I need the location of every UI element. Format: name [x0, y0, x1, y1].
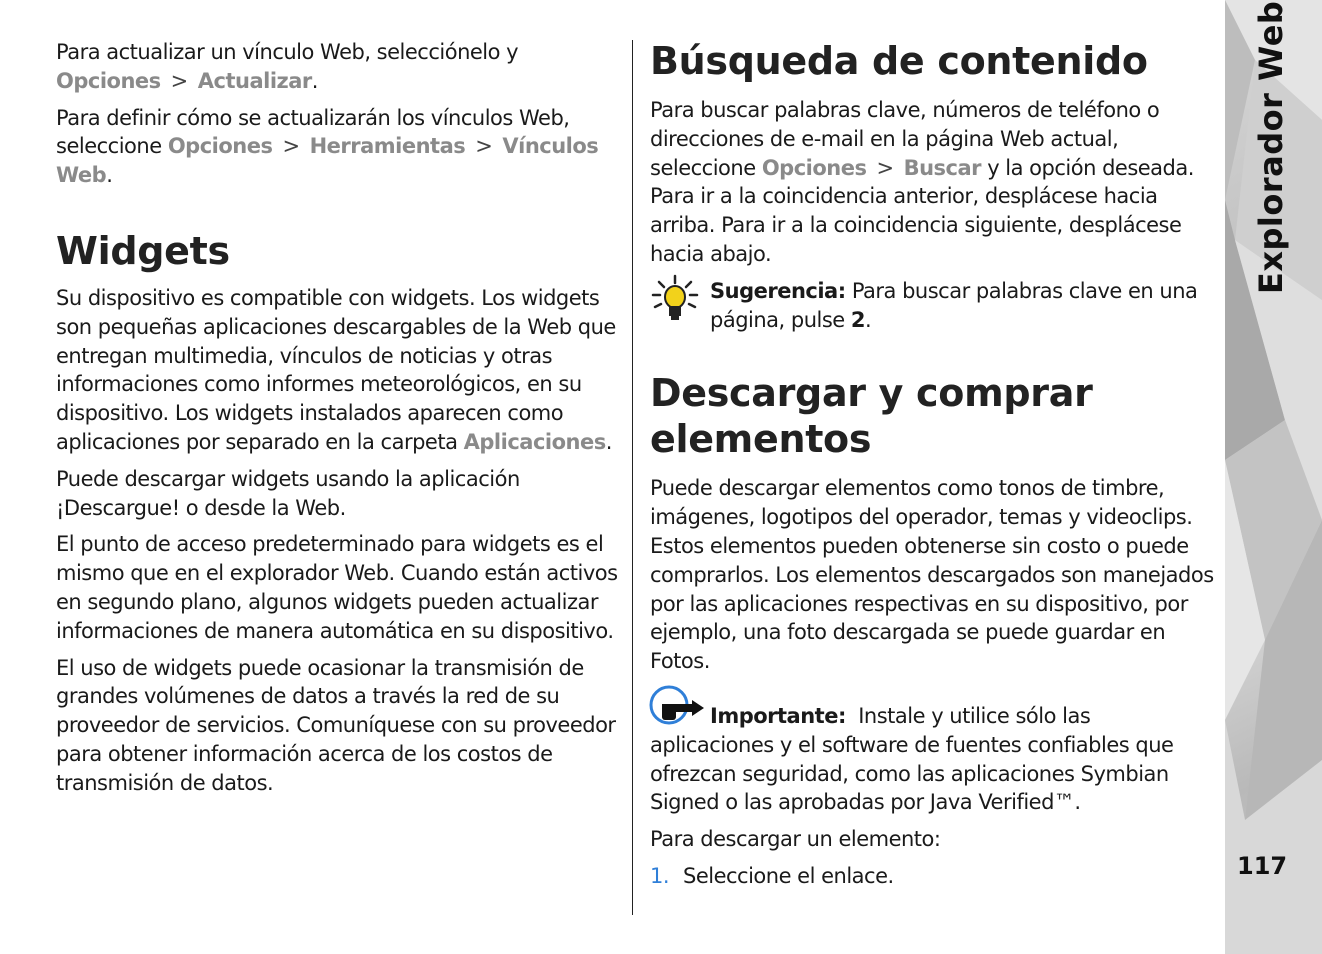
- menu-path-buscar: Buscar: [903, 155, 982, 180]
- menu-path-herramientas: Herramientas: [309, 134, 466, 159]
- menu-path-opciones: Opciones: [761, 155, 867, 180]
- paragraph-widgets-intro: Su dispositivo es compatible con widgets. Los widgets son pequeñas aplicaciones descargables de la Web que entregan multimedia, vínculos de noticias y otras informaciones como informes meteorológicos, en su dispositivo. Los widgets instalados aparecen como aplicaciones por separado en la carpeta Aplicaciones.: [56, 285, 616, 454]
- menu-path-aplicaciones: Aplicaciones: [463, 429, 606, 454]
- menu-path-actualizar: Actualizar: [197, 68, 312, 93]
- paragraph-update-link: Para actualizar un vínculo Web, selecciónelo y Opciones > Actualizar.: [56, 40, 519, 93]
- menu-path-opciones: Opciones: [167, 134, 273, 159]
- menu-path-opciones: Opciones: [56, 68, 161, 93]
- paragraph-widgets-download: Puede descargar widgets usando la aplicación ¡Descargue! o desde la Web.: [56, 466, 520, 520]
- left-column: [56, 38, 621, 806]
- paragraph-download-steps-intro: Para descargar un elemento:: [650, 827, 941, 852]
- lightbulb-icon: [650, 273, 700, 323]
- menu-separator: >: [282, 134, 300, 159]
- column-divider: [632, 40, 633, 915]
- paragraph-download-items: Puede descargar elementos como tonos de timbre, imágenes, logotipos del operador, temas y videoclips. Estos elementos pueden obtenerse sin costo o puede comprarlos. Los elementos descargados son manejados por las aplicaciones respectivas en su dispositivo, por ejemplo, una foto descargada se puede guardar en Fotos.: [650, 476, 1214, 674]
- paragraph-widgets-access-point: El punto de acceso predeterminado para widgets es el mismo que en el explorador Web. Cuando están activos en segundo plano, algunos widgets pueden actualizar informaciones de manera automática en su dispositivo.: [56, 532, 618, 643]
- paragraph-search: Para buscar palabras clave, números de teléfono o direcciones de e-mail en la página Web actual, seleccione Opciones > Buscar y la opción deseada. Para ir a la coincidencia anterior, desplácese hacia arriba. Para ir a la coincidencia siguiente, desplácese hacia abajo.: [650, 98, 1194, 266]
- important-note: [650, 702, 1215, 817]
- paragraph-define-update: Para definir cómo se actualizarán los vínculos Web, seleccione Opciones > Herramientas > Vínculos Web.: [56, 105, 599, 188]
- list-item: [650, 862, 1215, 891]
- important-label: Importante:: [710, 703, 846, 728]
- list-number: 1.: [650, 863, 670, 888]
- key-2: 2: [850, 307, 866, 332]
- menu-path-vinculos-web: Vínculos Web: [56, 134, 599, 188]
- list-item-text: Seleccione el enlace.: [683, 863, 894, 888]
- paragraph-widgets-data-cost: El uso de widgets puede ocasionar la transmisión de grandes volúmenes de datos a través la red de su proveedor de servicios. Comuníquese con su proveedor para obtener información acerca de los costos de transmisión de datos.: [56, 655, 616, 795]
- important-hand-icon: [648, 684, 708, 728]
- heading-descargar: Descargar y comprar elementos: [650, 371, 1093, 462]
- section-title: Explorador Web: [1252, 0, 1290, 294]
- heading-busqueda: Búsqueda de contenido: [650, 39, 1148, 83]
- menu-separator: >: [475, 134, 493, 159]
- important-text: Importante: Instale y utilice sólo las aplicaciones y el software de fuentes confiables que ofrezcan seguridad, como las aplicaciones Symbian Signed o las aprobadas por Java Verified™.: [650, 703, 1174, 815]
- section-sidebar: [1225, 0, 1322, 954]
- menu-separator: >: [876, 155, 894, 180]
- heading-widgets: Widgets: [56, 228, 230, 273]
- menu-separator: >: [170, 68, 188, 93]
- page-number: 117: [1237, 852, 1288, 880]
- tip-box: [650, 277, 1215, 335]
- tip-label: Sugerencia:: [710, 278, 846, 303]
- right-column: [650, 38, 1215, 899]
- tip-text: Sugerencia: Para buscar palabras clave en una página, pulse 2.: [710, 278, 1198, 332]
